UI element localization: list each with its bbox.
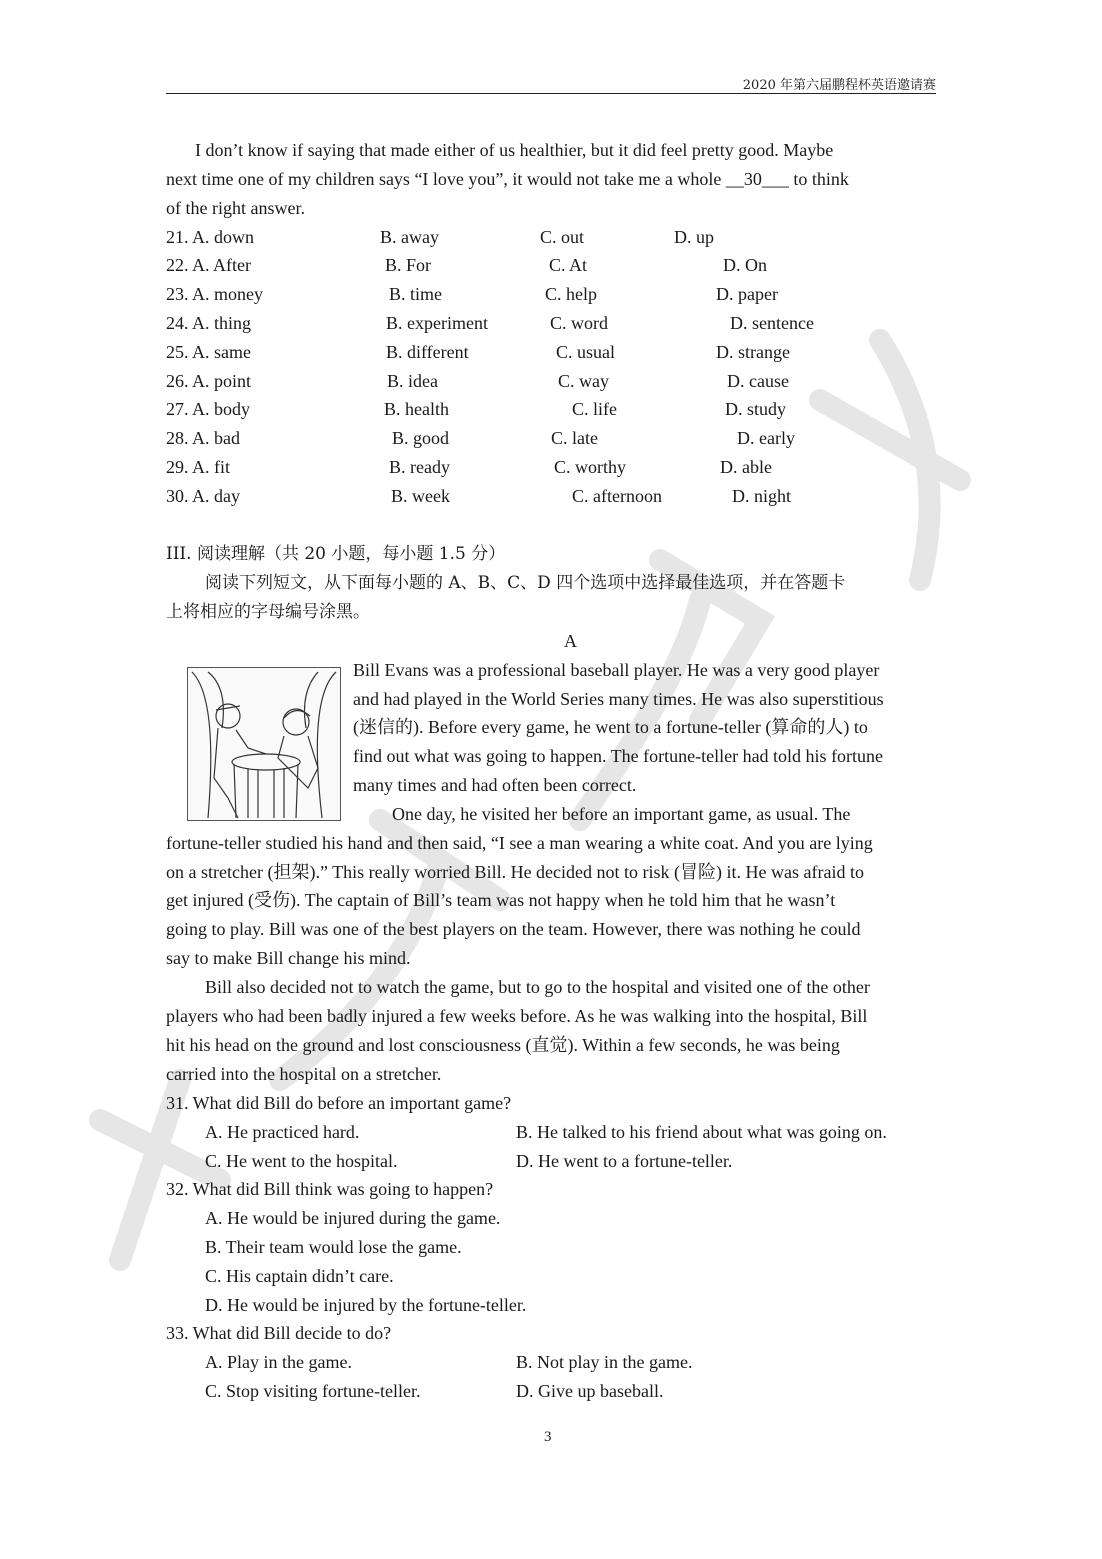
option-a: 30. A. day: [166, 486, 240, 506]
option-b: B. experiment: [386, 313, 488, 333]
option-d: D. up: [674, 227, 714, 247]
answer-option: D. Give up baseball.: [516, 1381, 664, 1401]
option-a: 28. A. bad: [166, 428, 240, 448]
option-a: 21. A. down: [166, 227, 255, 247]
question-stem: 31. What did Bill do before an important game?: [166, 1093, 512, 1113]
option-a: 27. A. body: [166, 399, 251, 419]
passage-text: on a stretcher (担架).” This really worried Bill. He decided not to risk (冒险) it. He was afraid to: [166, 862, 864, 882]
option-d: D. strange: [716, 342, 790, 362]
option-b: B. different: [386, 342, 469, 362]
passage-text: many times and had often been correct.: [353, 775, 637, 795]
question-stem: 32. What did Bill think was going to happen?: [166, 1179, 494, 1199]
option-c: C. worthy: [554, 457, 626, 477]
option-b: B. week: [391, 486, 450, 506]
option-b: B. good: [392, 428, 450, 448]
option-b: B. time: [389, 284, 442, 304]
option-a: 23. A. money: [166, 284, 263, 304]
passage-text: players who had been badly injured a few weeks before. As he was walking into the hospital, Bill: [166, 1006, 868, 1026]
passage-text: One day, he visited her before an important game, as usual. The: [392, 804, 851, 824]
page-number: 3: [544, 1429, 552, 1445]
option-b: B. health: [384, 399, 449, 419]
fortune-teller-illustration: [187, 667, 341, 821]
option-a: 29. A. fit: [166, 457, 231, 477]
passage-text: and had played in the World Series many times. He was also superstitious: [353, 689, 884, 709]
header-title: 2020 年第六届鹏程杯英语邀请赛: [742, 78, 936, 93]
answer-option: A. He practiced hard.: [205, 1122, 360, 1142]
option-c: C. afternoon: [572, 486, 662, 506]
option-d: D. On: [723, 255, 767, 275]
option-b: B. For: [385, 255, 432, 275]
option-d: D. sentence: [730, 313, 814, 333]
section-title: III. 阅读理解（共 20 小题，每小题 1.5 分）: [166, 544, 506, 564]
answer-option: D. He would be injured by the fortune-teller.: [205, 1295, 527, 1315]
option-a: 26. A. point: [166, 371, 252, 391]
question-stem: 33. What did Bill decide to do?: [166, 1323, 392, 1343]
option-a: 25. A. same: [166, 342, 251, 362]
passage-label: A: [564, 631, 577, 651]
passage-text: say to make Bill change his mind.: [166, 948, 411, 968]
option-c: C. At: [549, 255, 588, 275]
option-d: D. cause: [727, 371, 789, 391]
passage-text: fortune-teller studied his hand and then said, “I see a man wearing a white coat. And you are lying: [166, 833, 873, 853]
option-d: D. night: [732, 486, 792, 506]
answer-option: B. He talked to his friend about what was going on.: [516, 1122, 887, 1142]
passage-text: get injured (受伤). The captain of Bill’s team was not happy when he told him that he wasn’t: [166, 890, 836, 910]
passage-text: Bill Evans was a professional baseball player. He was a very good player: [353, 660, 880, 680]
option-c: C. word: [550, 313, 608, 333]
passage-text: find out what was going to happen. The fortune-teller had told his fortune: [353, 746, 884, 766]
section-instructions: 上将相应的字母编号涂黑。: [166, 602, 370, 622]
option-d: D. paper: [716, 284, 778, 304]
passage-text: (迷信的). Before every game, he went to a fortune-teller (算命的人) to: [353, 717, 868, 737]
option-c: C. way: [558, 371, 609, 391]
option-b: B. ready: [389, 457, 450, 477]
option-b: B. idea: [387, 371, 438, 391]
option-c: C. help: [545, 284, 597, 304]
section-instructions: 阅读下列短文，从下面每小题的 A、B、C、D 四个选项中选择最佳选项，并在答题卡: [205, 573, 846, 593]
option-d: D. able: [720, 457, 772, 477]
passage-text: hit his head on the ground and lost consciousness (直觉). Within a few seconds, he was being: [166, 1035, 840, 1055]
passage-text: going to play. Bill was one of the best players on the team. However, there was nothing he could: [166, 919, 861, 939]
answer-option: C. He went to the hospital.: [205, 1151, 398, 1171]
answer-option: D. He went to a fortune-teller.: [516, 1151, 733, 1171]
passage-line: I don’t know if saying that made either of us healthier, but it did feel pretty good. Maybe: [195, 140, 834, 160]
option-a: 22. A. After: [166, 255, 251, 275]
passage-line: of the right answer.: [166, 198, 305, 218]
answer-option: A. Play in the game.: [205, 1352, 352, 1372]
option-c: C. usual: [556, 342, 616, 362]
option-c: C. late: [551, 428, 598, 448]
option-d: D. study: [725, 399, 787, 419]
option-a: 24. A. thing: [166, 313, 252, 333]
option-c: C. out: [540, 227, 585, 247]
passage-text: Bill also decided not to watch the game, but to go to the hospital and visited one of the other: [205, 977, 870, 997]
passage-text: carried into the hospital on a stretcher.: [166, 1064, 442, 1084]
answer-option: B. Their team would lose the game.: [205, 1237, 462, 1257]
option-d: D. early: [737, 428, 795, 448]
answer-option: C. Stop visiting fortune-teller.: [205, 1381, 421, 1401]
header-rule: [166, 93, 936, 94]
answer-option: C. His captain didn’t care.: [205, 1266, 394, 1286]
passage-line: next time one of my children says “I love you”, it would not take me a whole __30___ to think: [166, 169, 849, 189]
answer-option: B. Not play in the game.: [516, 1352, 693, 1372]
answer-option: A. He would be injured during the game.: [205, 1208, 501, 1228]
option-b: B. away: [380, 227, 439, 247]
option-c: C. life: [572, 399, 617, 419]
